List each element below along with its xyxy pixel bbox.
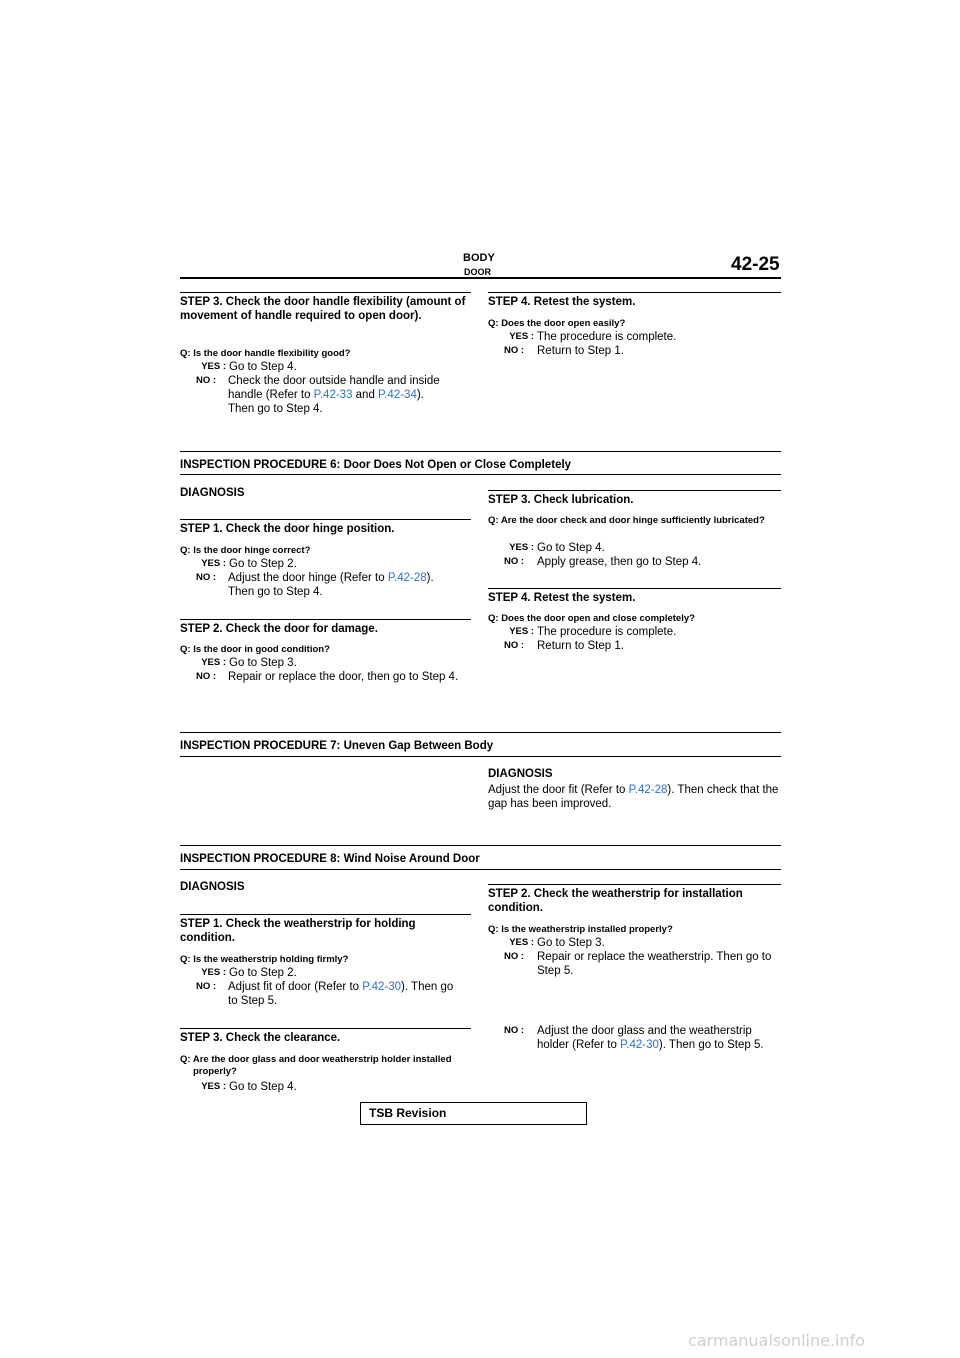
diagnosis-heading: DIAGNOSIS: [180, 487, 245, 499]
yes-label: YES :: [509, 542, 534, 553]
yes-label: YES :: [509, 626, 534, 637]
step-heading: STEP 4. Retest the system.: [488, 296, 636, 308]
no-label: NO :: [504, 556, 525, 567]
step-rule: [488, 588, 781, 589]
step-heading: STEP 1. Check the door hinge position.: [180, 523, 395, 535]
yes-answer: Go to Step 2.: [229, 967, 297, 979]
step-heading: STEP 1. Check the weatherstrip for holding condition.: [180, 918, 416, 944]
step-heading: STEP 3. Check the clearance.: [180, 1032, 341, 1044]
answer-block: [488, 936, 781, 978]
no-label: NO :: [504, 345, 525, 356]
step-rule: [180, 619, 471, 620]
procedure-rule: [180, 732, 781, 733]
yes-label: YES :: [201, 1081, 226, 1092]
no-answer: Repair or replace the weatherstrip. Then go to Step 5.: [537, 951, 772, 977]
procedure-rule: [180, 845, 781, 846]
yes-label: YES :: [509, 331, 534, 342]
no-label: NO :: [196, 981, 217, 992]
page-number: 42-25: [731, 254, 780, 275]
no-answer: Return to Step 1.: [537, 345, 624, 357]
no-answer: Apply grease, then go to Step 4.: [537, 556, 702, 568]
step-rule: [488, 490, 781, 491]
question: Q: Is the weatherstrip holding firmly?: [180, 954, 349, 965]
diagnosis-heading: DIAGNOSIS: [180, 881, 245, 893]
subsection-title: DOOR: [464, 267, 491, 277]
yes-answer: Go to Step 4.: [537, 542, 605, 554]
yes-label: YES :: [201, 967, 226, 978]
step-rule: [488, 292, 781, 293]
page-link[interactable]: P.42-33: [313, 389, 353, 401]
answer-block: [488, 330, 781, 358]
no-label: NO :: [504, 1025, 525, 1036]
page-link[interactable]: P.42-34: [378, 389, 417, 401]
yes-label: YES :: [201, 558, 226, 569]
answer-block: [488, 541, 781, 569]
answer-block: [180, 966, 472, 1008]
section-title: BODY: [463, 252, 495, 264]
procedure-rule: [180, 474, 781, 475]
step-heading: STEP 4. Retest the system.: [488, 592, 636, 604]
no-label: NO :: [504, 951, 525, 962]
header-rule: [180, 277, 781, 279]
question: Q: Does the door open easily?: [488, 318, 626, 329]
no-answer: Adjust the door glass and the weatherstrip holder (Refer to P.42-30). Then go to Step 5.: [537, 1025, 764, 1051]
question: Q: Is the weatherstrip installed properly?: [488, 924, 673, 935]
procedure-title: INSPECTION PROCEDURE 6: Door Does Not Open or Close Completely: [180, 459, 572, 471]
diagnosis-heading: DIAGNOSIS: [488, 768, 553, 780]
yes-label: YES :: [509, 937, 534, 948]
step-heading: STEP 3. Check the door handle flexibility (amount of movement of handle required to open door).: [180, 296, 466, 322]
step-heading: STEP 3. Check lubrication.: [488, 494, 634, 506]
yes-answer: Go to Step 3.: [229, 657, 297, 669]
page-link[interactable]: P.42-28: [387, 572, 427, 584]
step-rule: [180, 914, 471, 915]
yes-label: YES :: [201, 657, 226, 668]
procedure-title: INSPECTION PROCEDURE 7: Uneven Gap Between Body: [180, 740, 494, 752]
no-answer: Adjust the door hinge (Refer to P.42-28). Then go to Step 4.: [228, 572, 434, 598]
procedure-rule: [180, 869, 781, 870]
question: Q: Does the door open and close completely?: [488, 613, 695, 624]
watermark: carmanualsonline.info: [688, 1331, 866, 1350]
question: Q: Is the door in good condition?: [180, 644, 330, 655]
no-answer: Check the door outside handle and inside handle (Refer to P.42-33 and P.42-34). Then go to Step 4.: [228, 375, 440, 415]
yes-answer: Go to Step 4.: [229, 361, 297, 373]
answer-block: [180, 656, 472, 684]
page-link[interactable]: P.42-30: [362, 981, 402, 993]
step-rule: [180, 519, 471, 520]
answer-block: [488, 1024, 781, 1052]
page-link[interactable]: P.42-30: [620, 1039, 659, 1051]
no-answer: Return to Step 1.: [537, 640, 624, 652]
tsb-revision-box: TSB Revision: [360, 1102, 587, 1125]
step-rule: [488, 884, 781, 885]
yes-label: YES :: [201, 361, 226, 372]
no-label: NO :: [196, 375, 217, 386]
procedure-title: INSPECTION PROCEDURE 8: Wind Noise Around Door: [180, 853, 480, 865]
page-link[interactable]: P.42-28: [628, 784, 668, 796]
answer-block: [180, 557, 472, 599]
yes-answer: The procedure is complete.: [537, 331, 677, 343]
procedure-rule: [180, 451, 781, 452]
yes-answer: Go to Step 4.: [229, 1081, 297, 1093]
no-label: NO :: [196, 572, 217, 583]
answer-block: [488, 625, 781, 653]
step-heading: STEP 2. Check the weatherstrip for installation condition.: [488, 888, 743, 914]
question: Q: Is the door handle flexibility good?: [180, 348, 351, 359]
yes-answer: The procedure is complete.: [537, 626, 677, 638]
step-heading: STEP 2. Check the door for damage.: [180, 623, 378, 635]
question: Q: Are the door check and door hinge sufficiently lubricated?: [488, 515, 765, 526]
yes-answer: Go to Step 2.: [229, 558, 297, 570]
no-label: NO :: [196, 671, 217, 682]
answer-block: [180, 360, 472, 416]
question: Q: Are the door glass and door weatherstrip holder installed properly?: [180, 1054, 452, 1077]
yes-answer: Go to Step 3.: [537, 937, 605, 949]
no-answer: Repair or replace the door, then go to Step 4.: [228, 671, 459, 683]
no-label: NO :: [504, 640, 525, 651]
no-answer: Adjust fit of door (Refer to P.42-30). Then go to Step 5.: [228, 981, 454, 1007]
step-rule: [180, 1028, 471, 1029]
answer-block: [180, 1080, 472, 1094]
procedure-rule: [180, 756, 781, 757]
diagnosis-text: Adjust the door fit (Refer to P.42-28). Then check that the gap has been improved.: [488, 784, 779, 810]
step-rule: [180, 292, 471, 293]
question: Q: Is the door hinge correct?: [180, 545, 311, 556]
